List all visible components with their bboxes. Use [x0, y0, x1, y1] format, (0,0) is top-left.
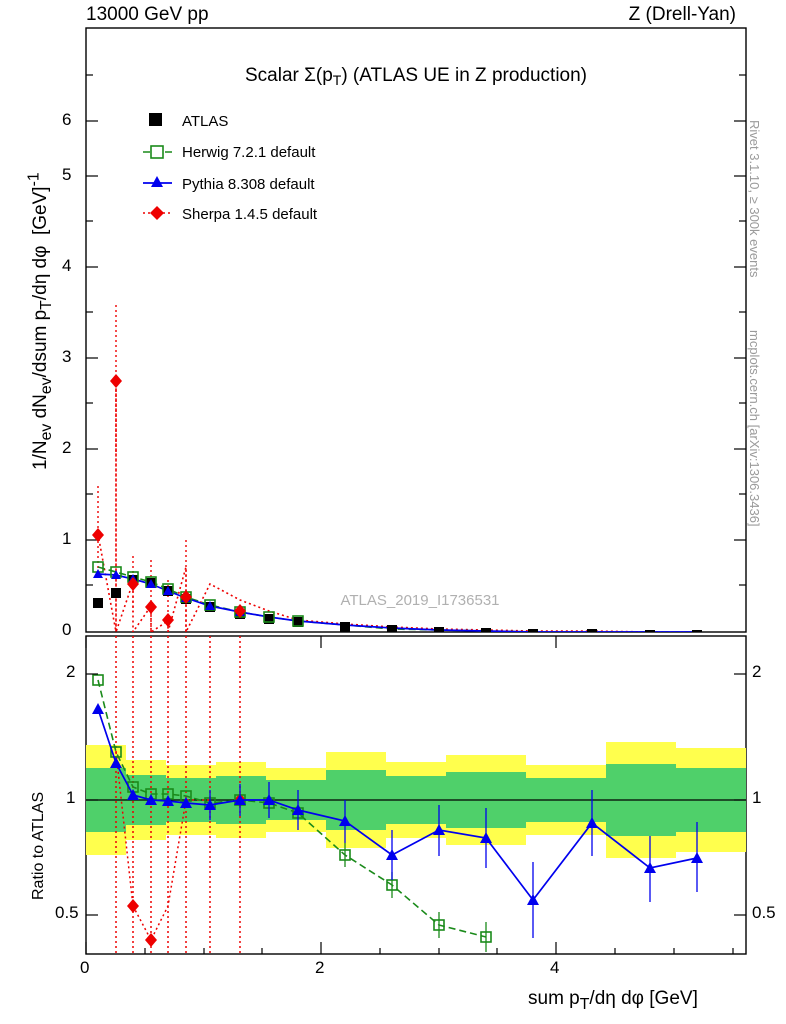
- header-right: Z (Drell-Yan): [628, 4, 736, 25]
- ratio-y-tick-0.5-right: 0.5: [752, 903, 776, 922]
- x-axis-label-text: sum $p_T/d\eta$ dφ [GeV]: [528, 988, 698, 1013]
- legend: [143, 113, 318, 223]
- x-tick-4: 4: [550, 958, 560, 977]
- ratio-y-tick-1-right: 1: [752, 788, 762, 807]
- chart-title: Scalar $\Sigma(p_T)$ (ATLAS UE in Z production): [244, 65, 588, 88]
- ratio-errorbars-herwig: [345, 843, 486, 952]
- y-tick-6: 6: [62, 110, 72, 129]
- legend-label-sherpa: Sherpa 1.4.5 default: [182, 206, 318, 223]
- mcplots-caption: mcplots.cern.ch [arXiv:1306.3436]: [747, 330, 762, 527]
- x-tick-2: 2: [315, 958, 325, 977]
- analysis-watermark: ATLAS_2019_I1736531: [340, 592, 500, 609]
- y-tick-1: 1: [62, 529, 72, 548]
- legend-label-atlas: ATLAS: [182, 113, 229, 130]
- main-data-group: [92, 305, 702, 640]
- x-tick-0: 0: [80, 958, 90, 977]
- ratio-y-tick-0.5-left: 0.5: [55, 903, 79, 922]
- legend-marker-pythia: [151, 176, 163, 187]
- y-tick-3: 3: [62, 347, 72, 366]
- ratio-y-tick-2-left: 2: [66, 662, 76, 681]
- header-left: 13000 GeV pp: [86, 4, 209, 25]
- y-tick-5: 5: [62, 165, 72, 184]
- y-tick-0: 0: [62, 620, 72, 639]
- legend-marker-atlas: [149, 113, 162, 126]
- y-tick-4: 4: [62, 256, 72, 275]
- legend-label-pythia: Pythia 8.308 default: [182, 176, 315, 193]
- rivet-version-caption: Rivet 3.1.10, ≥ 300k events: [747, 120, 762, 278]
- ratio-y-tick-2-right: 2: [752, 662, 762, 681]
- ratio-y-axis-label: Ratio to ATLAS: [30, 791, 47, 900]
- legend-marker-herwig: [151, 146, 163, 158]
- y-tick-2: 2: [62, 438, 72, 457]
- legend-marker-sherpa: [150, 206, 164, 220]
- ratio-y-tick-1-left: 1: [66, 788, 76, 807]
- legend-label-herwig: Herwig 7.2.1 default: [182, 144, 316, 161]
- y-axis-label-text: $1/N_{ev}$ $dN_{ev}$/dsum $p_T/d\eta$ dφ [GeV]$^{-1}$: [26, 172, 56, 470]
